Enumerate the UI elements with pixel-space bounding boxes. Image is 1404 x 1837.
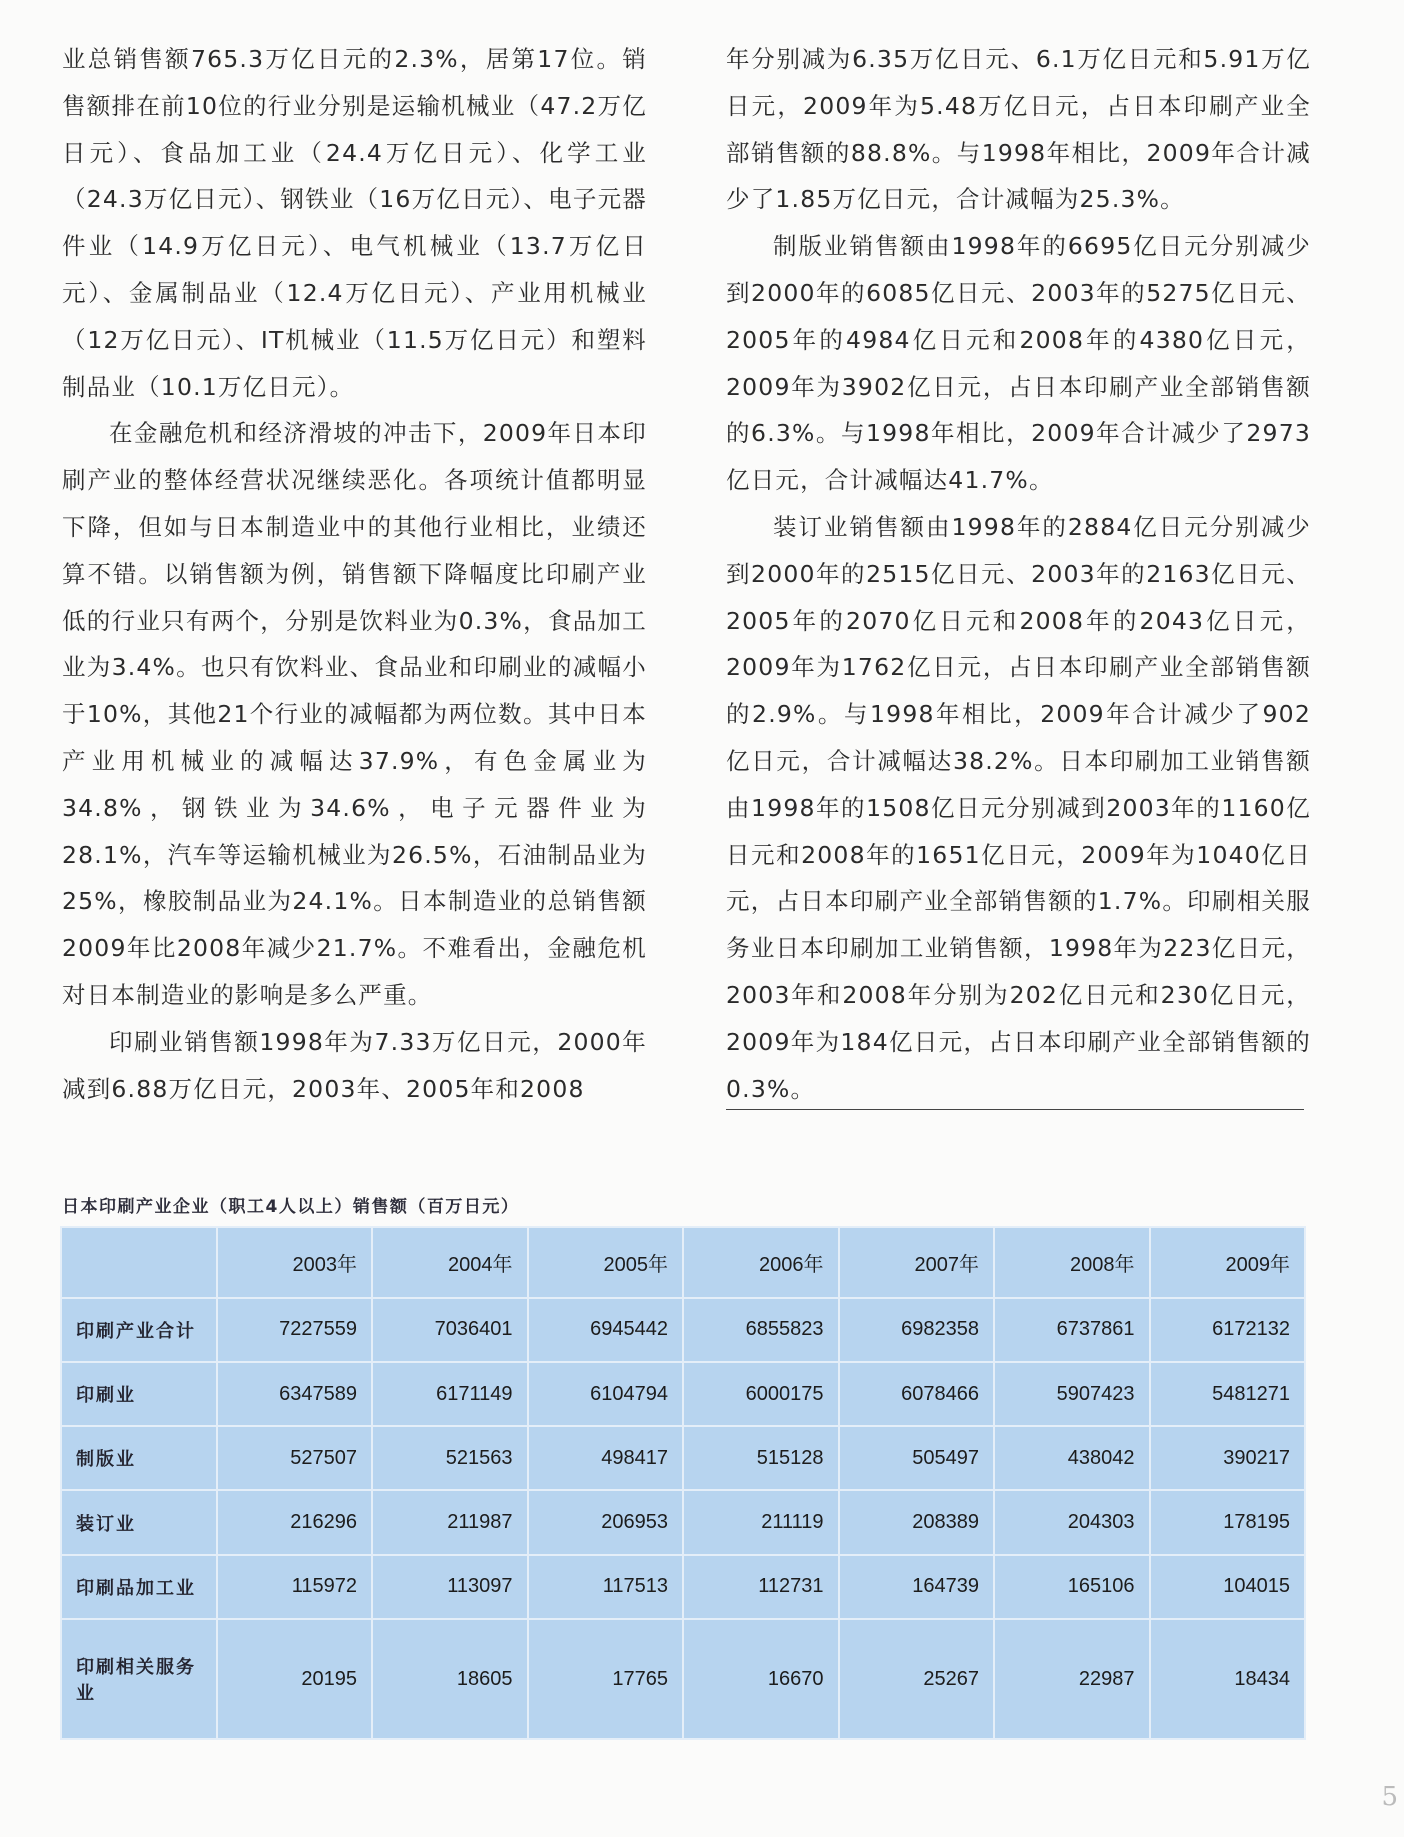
table-cell: 16670	[683, 1619, 839, 1739]
table-cell: 5907423	[994, 1362, 1150, 1426]
table-cell: 6172132	[1150, 1298, 1306, 1362]
table-cell: 115972	[217, 1555, 373, 1619]
left-text-column	[62, 36, 647, 1112]
right-text-column	[726, 36, 1311, 1112]
table-header-row	[61, 1227, 1305, 1298]
table-cell: 438042	[994, 1426, 1150, 1490]
table-cell: 498417	[528, 1426, 684, 1490]
table-cell: 515128	[683, 1426, 839, 1490]
table-row	[61, 1426, 1305, 1490]
page-number: 5	[1381, 1782, 1398, 1812]
table-row	[61, 1555, 1305, 1619]
table-cell: 17765	[528, 1619, 684, 1739]
table-cell: 164739	[839, 1555, 995, 1619]
table-cell: 112731	[683, 1555, 839, 1619]
header-cell: 2008年	[994, 1227, 1150, 1298]
table-cell: 206953	[528, 1490, 684, 1554]
table-cell: 211987	[372, 1490, 528, 1554]
header-cell: 2003年	[217, 1227, 373, 1298]
row-label: 印刷相关服务业	[61, 1619, 217, 1739]
table-caption: 日本印刷产业企业（职工4人以上）销售额（百万日元）	[62, 1197, 520, 1217]
article-end-rule	[726, 1109, 1304, 1110]
paragraph: 在金融危机和经济滑坡的冲击下，2009年日本印刷产业的整体经营状况继续恶化。各项统计值都明显下降，但如与日本制造业中的其他行业相比，业绩还算不错。以销售额为例，销售额下降幅度比印刷产业低的行业只有两个，分别是饮料业为0.3%，食品加工业为3.4%。也只有饮料业、食品业和印刷业的减幅小于10%，其他21个行业的减幅都为两位数。其中日本产业用机械业的减幅达37.9%，有色金属业为34.8%，钢铁业为34.6%，电子元器件业为28.1%，汽车等运输机械业为26.5%，石油制品业为25%，橡胶制品业为24.1%。日本制造业的总销售额2009年比2008年减少21.7%。不难看出，金融危机对日本制造业的影响是多么严重。	[62, 419, 647, 1009]
table-cell: 18434	[1150, 1619, 1306, 1739]
row-label: 印刷品加工业	[61, 1555, 217, 1619]
table-cell: 113097	[372, 1555, 528, 1619]
table-row	[61, 1490, 1305, 1554]
table-cell: 22987	[994, 1619, 1150, 1739]
table-cell: 104015	[1150, 1555, 1306, 1619]
table-cell: 521563	[372, 1426, 528, 1490]
row-label: 印刷产业合计	[61, 1298, 217, 1362]
paragraph: 印刷业销售额1998年为7.33万亿日元，2000年减到6.88万亿日元，2003年、2005年和2008	[62, 1027, 647, 1103]
table-cell: 117513	[528, 1555, 684, 1619]
table-cell: 20195	[217, 1619, 373, 1739]
header-cell	[61, 1227, 217, 1298]
paragraph: 制版业销售额由1998年的6695亿日元分别减少到2000年的6085亿日元、2003年的5275亿日元、2005年的4984亿日元和2008年的4380亿日元，2009年为3902亿日元，占日本印刷产业全部销售额的6.3%。与1998年相比，2009年合计减少了2973亿日元，合计减幅达41.7%。	[726, 232, 1311, 495]
table-cell: 208389	[839, 1490, 995, 1554]
table-cell: 7036401	[372, 1298, 528, 1362]
paragraph: 装订业销售额由1998年的2884亿日元分别减少到2000年的2515亿日元、2003年的2163亿日元、2005年的2070亿日元和2008年的2043亿日元，2009年为1762亿日元，占日本印刷产业全部销售额的2.9%。与1998年相比，2009年合计减少了902亿日元，合计减幅达38.2%。日本印刷加工业销售额由1998年的1508亿日元分别减到2003年的1160亿日元和2008年的1651亿日元，2009年为1040亿日元，占日本印刷产业全部销售额的1.7%。印刷相关服务业日本印刷加工业销售额，1998年为223亿日元，2003年和2008年分别为202亿日元和230亿日元，2009年为184亿日元，占日本印刷产业全部销售额的0.3%。	[726, 512, 1311, 1103]
header-cell: 2007年	[839, 1227, 995, 1298]
row-label: 印刷业	[61, 1362, 217, 1426]
table-cell: 6945442	[528, 1298, 684, 1362]
table-cell: 6855823	[683, 1298, 839, 1362]
paragraph: 业总销售额765.3万亿日元的2.3%，居第17位。销售额排在前10位的行业分别是运输机械业（47.2万亿日元）、食品加工业（24.4万亿日元）、化学工业（24.3万亿日元）、钢铁业（16万亿日元）、电子元器件业（14.9万亿日元）、电气机械业（13.7万亿日元）、金属制品业（12.4万亿日元）、产业用机械业（12万亿日元）、IT机械业（11.5万亿日元）和塑料制品业（10.1万亿日元）。	[62, 45, 647, 401]
header-cell: 2006年	[683, 1227, 839, 1298]
table-cell: 6078466	[839, 1362, 995, 1426]
table-cell: 216296	[217, 1490, 373, 1554]
table-cell: 5481271	[1150, 1362, 1306, 1426]
table-row	[61, 1362, 1305, 1426]
sales-table	[60, 1226, 1306, 1740]
table-cell: 165106	[994, 1555, 1150, 1619]
table-cell: 6171149	[372, 1362, 528, 1426]
table-cell: 211119	[683, 1490, 839, 1554]
table-cell: 7227559	[217, 1298, 373, 1362]
table-cell: 18605	[372, 1619, 528, 1739]
table-cell: 6737861	[994, 1298, 1150, 1362]
table-row	[61, 1298, 1305, 1362]
table-cell: 6982358	[839, 1298, 995, 1362]
header-cell: 2004年	[372, 1227, 528, 1298]
table-cell: 204303	[994, 1490, 1150, 1554]
paragraph: 年分别减为6.35万亿日元、6.1万亿日元和5.91万亿日元，2009年为5.48万亿日元，占日本印刷产业全部销售额的88.8%。与1998年相比，2009年合计减少了1.85万亿日元，合计减幅为25.3%。	[726, 45, 1311, 214]
table-cell: 6104794	[528, 1362, 684, 1426]
header-cell: 2005年	[528, 1227, 684, 1298]
table-cell: 527507	[217, 1426, 373, 1490]
table-cell: 25267	[839, 1619, 995, 1739]
table-cell: 6000175	[683, 1362, 839, 1426]
table-cell: 390217	[1150, 1426, 1306, 1490]
table-cell: 6347589	[217, 1362, 373, 1426]
table-cell: 178195	[1150, 1490, 1306, 1554]
table-row	[61, 1619, 1305, 1739]
header-cell: 2009年	[1150, 1227, 1306, 1298]
table-cell: 505497	[839, 1426, 995, 1490]
row-label: 装订业	[61, 1490, 217, 1554]
row-label: 制版业	[61, 1426, 217, 1490]
